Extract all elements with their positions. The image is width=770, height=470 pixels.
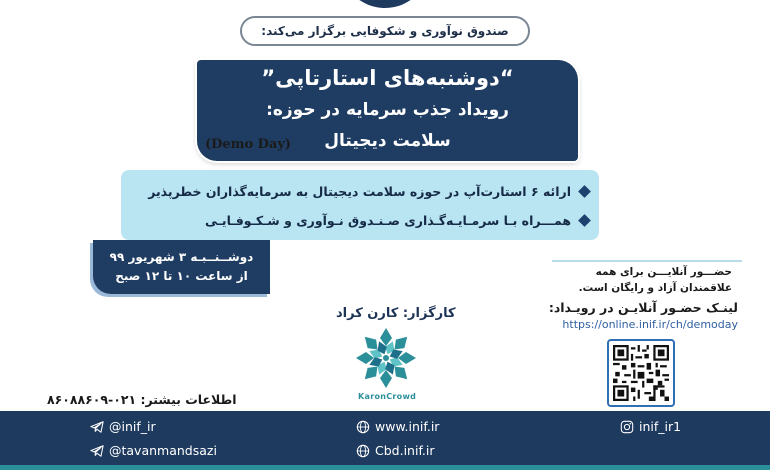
agent-label: کارگزار: کارن کراد: [336, 306, 456, 321]
organizer-text: صندوق نوآوری و شکوفایی برگزار می‌کند:: [261, 24, 509, 38]
karoncrowd-logo: [354, 326, 418, 390]
globe-icon: [356, 420, 370, 434]
instagram-icon: [620, 420, 634, 434]
website-url: Cbd.inif.ir: [375, 443, 435, 458]
telegram-handle: @inif_ir: [109, 419, 156, 434]
online-link[interactable]: https://online.inif.ir/ch/demoday: [562, 318, 738, 331]
website-link-1[interactable]: [356, 419, 439, 434]
diamond-bullet-icon: [578, 214, 591, 227]
telegram-icon: [90, 444, 104, 458]
event-title: “دوشنبه‌های استارتاپی”: [261, 66, 514, 90]
telegram-link-2[interactable]: [90, 443, 217, 458]
event-date: دوشــنــبـه ۳ شهریور ۹۹: [109, 250, 254, 264]
top-decoration: [340, 0, 430, 8]
online-link-label: لینـک حضـور آنلایـن در رویـداد:: [548, 300, 738, 315]
divider: [552, 260, 742, 262]
logo-text: KaronCrowd: [358, 392, 417, 401]
highlight-text: همـــراه بـا سرمـایـه‌گـذاری صـنـدوق نـوآوری و شـکـوفـایـی: [205, 212, 571, 228]
telegram-handle: @tavanmandsazi: [109, 443, 217, 458]
online-line-1: حضـــور آنلایـــن برای همه: [595, 266, 732, 278]
website-link-2[interactable]: [356, 443, 435, 458]
event-field: سلامت دیجیتال: [324, 131, 451, 151]
diamond-bullet-icon: [578, 185, 591, 198]
qr-code-icon: [613, 345, 669, 401]
event-time: از ساعت ۱۰ تا ۱۲ صبح: [115, 269, 248, 283]
highlights-box: [121, 170, 599, 240]
highlight-item: [131, 178, 589, 204]
qr-code: [607, 339, 675, 407]
highlight-text: ارائه ۶ استارت‌آپ در حوزه سلامت دیجیتال به سرمایه‌گذاران خطرپذیر: [148, 183, 571, 199]
footer-bar: [0, 411, 770, 470]
contact-phone: اطلاعات بیشتر: ۰۲۱-۸۶۰۸۸۶۰۹: [47, 392, 237, 407]
globe-icon: [356, 444, 370, 458]
demo-day-label: (Demo Day): [205, 137, 292, 152]
organizer-pill: [240, 16, 530, 46]
footer-accent-strip: [0, 465, 770, 470]
instagram-link[interactable]: [620, 419, 681, 434]
schedule-card: [93, 240, 270, 294]
event-subtitle: رویداد جذب سرمایه در حوزه:: [266, 100, 509, 120]
telegram-link-1[interactable]: [90, 419, 156, 434]
instagram-handle: inif_ir1: [639, 419, 682, 434]
website-url: www.inif.ir: [375, 419, 440, 434]
highlight-item: [131, 207, 589, 233]
online-line-2: علاقمندان آزاد و رایگان است.: [578, 282, 732, 294]
telegram-icon: [90, 420, 104, 434]
